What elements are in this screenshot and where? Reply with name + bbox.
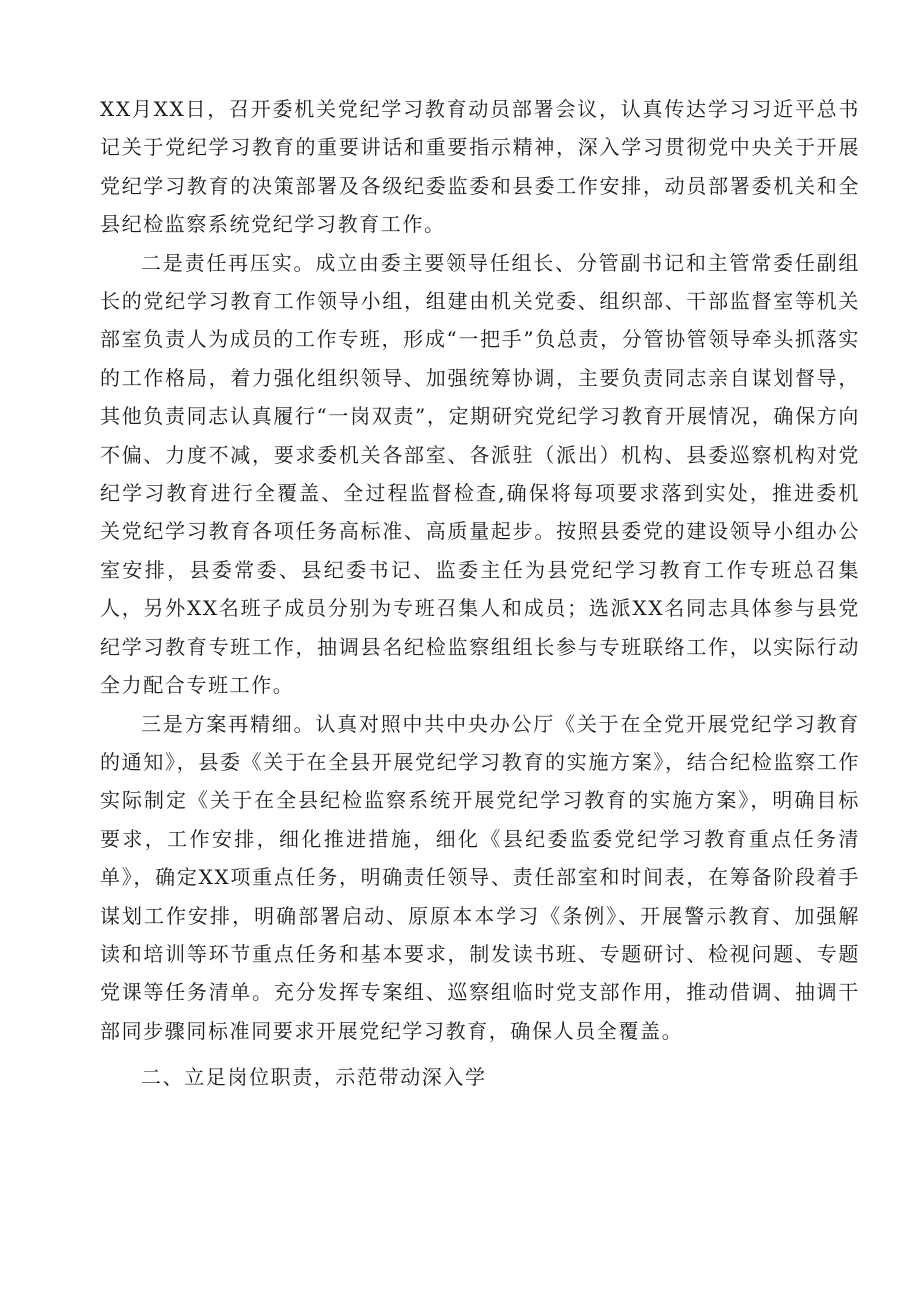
- paragraph-responsibility: 二是责任再压实。成立由委主要领导任组长、分管副书记和主管常委任副组长的党纪学习教育工作领导小组，组建由机关党委、组织部、干部监督室等机关部室负责人为成员的工作专班，形成“一把手”负总责，分管协管领导牵头抓落实的工作格局，着力强化组织领导、加强统筹协调，主要负责同志亲自谋划督导，其他负责同志认真履行“一岗双责”，定期研究党纪学习教育开展情况，确保方向不偏、力度不减，要求委机关各部室、各派驻（派出）机构、县委巡察机构对党纪学习教育进行全覆盖、全过程监督检查,确保将每项要求落到实处，推进委机关党纪学习教育各项任务高标准、高质量起步。按照县委党的建设领导小组办公室安排，县委常委、县纪委书记、监委主任为县党纪学习教育工作专班总召集人，另外XX名班子成员分别为专班召集人和成员；选派XX名同志具体参与县党纪学习教育专班工作，抽调县名纪检监察组组长参与专班联络工作，以实际行动全力配合专班工作。: [100, 250, 860, 698]
- section-heading: 二、立足岗位职责，示范带动深入学: [141, 1065, 487, 1090]
- paragraph-plan: 三是方案再精细。认真对照中共中央办公厅《关于在全党开展党纪学习教育的通知》，县委《关于在全县开展党纪学习教育的实施方案》，结合纪检监察工作实际制定《关于在全县纪检监察系统开展党纪学习教育的实施方案》，明确目标要求，工作安排，细化推进措施，细化《县纪委监委党纪学习教育重点任务清单》，确定XX项重点任务，明确责任领导、责任部室和时间表，在筹备阶段着手谋划工作安排，明确部署启动、原原本本学习《条例》、开展警示教育、加强解读和培训等环节重点任务和基本要求，制发读书班、专题研讨、检视问题、专题党课等任务清单。充分发挥专案组、巡察组临时党支部作用，推动借调、抽调干部同步骤同标准同要求开展党纪学习教育，确保人员全覆盖。: [100, 711, 860, 1043]
- paragraph-meeting: XX月XX日，召开委机关党纪学习教育动员部署会议，认真传达学习习近平总书记关于党纪学习教育的重要讲话和重要指示精神，深入学习贯彻党中央关于开展党纪学习教育的决策部署及各级纪委监委和县委工作安排，动员部署委机关和全县纪检监察系统党纪学习教育工作。: [100, 97, 860, 237]
- document-page: [100, 90, 860, 1097]
